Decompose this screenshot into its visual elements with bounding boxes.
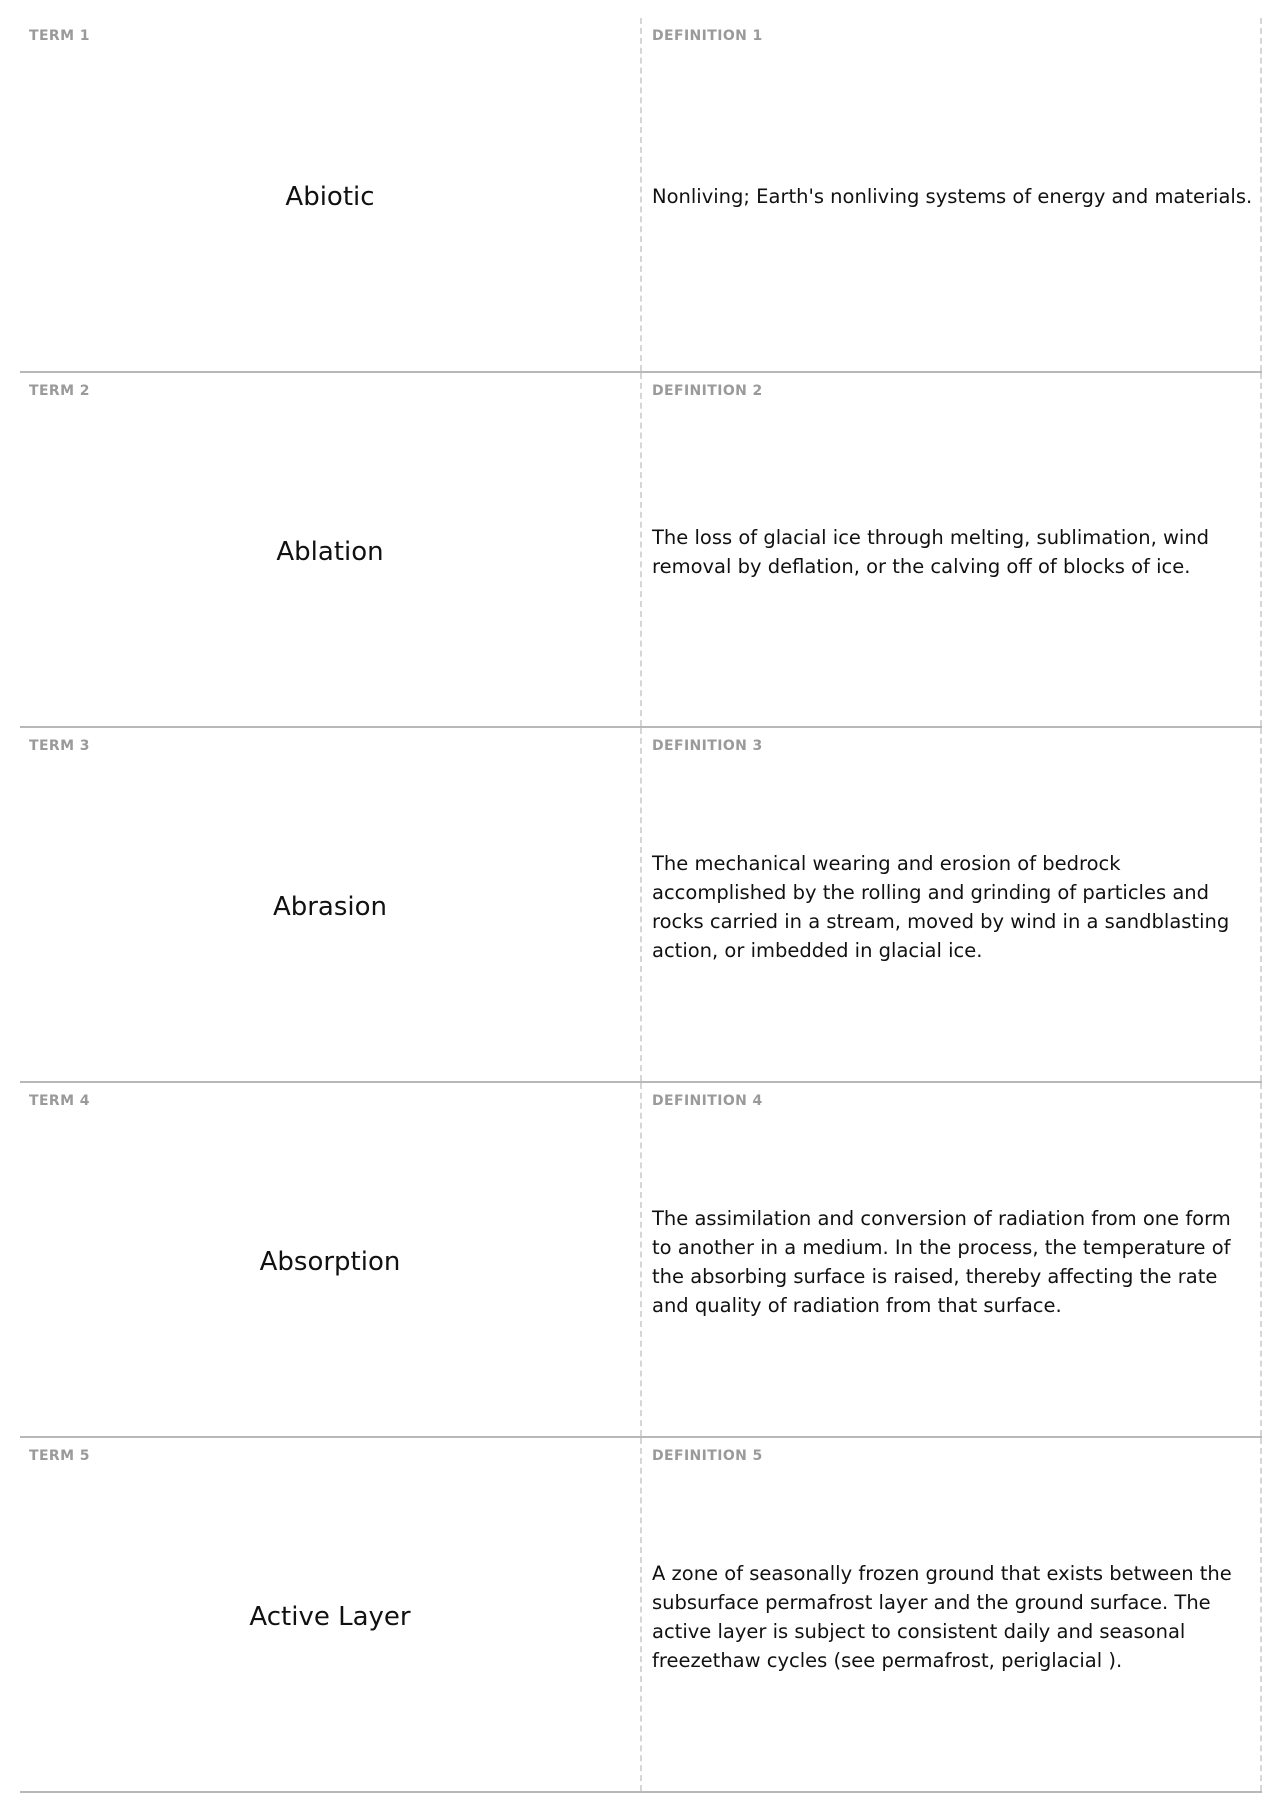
term-cell-3 <box>20 728 642 1081</box>
definition-text-4: The assimilation and conversion of radiation from one form to another in a medium. In the process, the temperature of the absorbing surface is raised, thereby affecting the rate and quality of radiation from that surface. <box>652 1206 1231 1317</box>
flashcard-row-2 <box>20 373 1262 728</box>
term-cell-2 <box>20 373 642 726</box>
term-label-3: TERM 3 <box>29 738 90 754</box>
definition-text-wrap-3 <box>652 728 1254 1081</box>
definition-label-2: DEFINITION 2 <box>652 383 763 399</box>
definition-text-3: The mechanical wearing and erosion of bedrock accomplished by the rolling and grinding of particles and rocks carried in a stream, moved by wind in a sandblasting action, or imbedded in glacial ice. <box>652 851 1230 962</box>
term-label-5: TERM 5 <box>29 1448 90 1464</box>
definition-text-wrap-1 <box>652 18 1254 371</box>
definition-text-wrap-5 <box>652 1438 1254 1791</box>
definition-label-3: DEFINITION 3 <box>652 738 763 754</box>
term-text-1: Abiotic <box>285 181 375 212</box>
flashcard-row-4 <box>20 1083 1262 1438</box>
definition-cell-3 <box>642 728 1262 1081</box>
term-text-4: Absorption <box>259 1246 401 1277</box>
term-cell-1 <box>20 18 642 371</box>
term-cell-4 <box>20 1083 642 1436</box>
term-label-1: TERM 1 <box>29 28 90 44</box>
flashcard-row-1 <box>20 18 1262 373</box>
flashcard-row-3 <box>20 728 1262 1083</box>
term-label-2: TERM 2 <box>29 383 90 399</box>
definition-text-1: Nonliving; Earth's nonliving systems of energy and materials. <box>652 185 1253 208</box>
term-label-4: TERM 4 <box>29 1093 90 1109</box>
term-cell-5 <box>20 1438 642 1791</box>
definition-label-1: DEFINITION 1 <box>652 28 763 44</box>
definition-label-5: DEFINITION 5 <box>652 1448 763 1464</box>
definition-cell-4 <box>642 1083 1262 1436</box>
definition-cell-5 <box>642 1438 1262 1791</box>
term-text-5: Active Layer <box>249 1601 411 1632</box>
definition-cell-1 <box>642 18 1262 371</box>
definition-text-wrap-2 <box>652 373 1254 726</box>
flashcard-sheet <box>20 18 1262 1793</box>
term-text-2: Ablation <box>276 536 384 567</box>
definition-label-4: DEFINITION 4 <box>652 1093 763 1109</box>
definition-text-5: A zone of seasonally frozen ground that exists between the subsurface permafrost layer and the ground surface. The active layer is subject to consistent daily and seasonal freezethaw cycles (see permafrost, periglacial ). <box>652 1561 1232 1672</box>
term-text-3: Abrasion <box>272 891 388 922</box>
definition-cell-2 <box>642 373 1262 726</box>
flashcard-row-5 <box>20 1438 1262 1793</box>
definition-text-wrap-4 <box>652 1083 1254 1436</box>
definition-text-2: The loss of glacial ice through melting, sublimation, wind removal by deflation, or the calving off of blocks of ice. <box>652 525 1210 578</box>
